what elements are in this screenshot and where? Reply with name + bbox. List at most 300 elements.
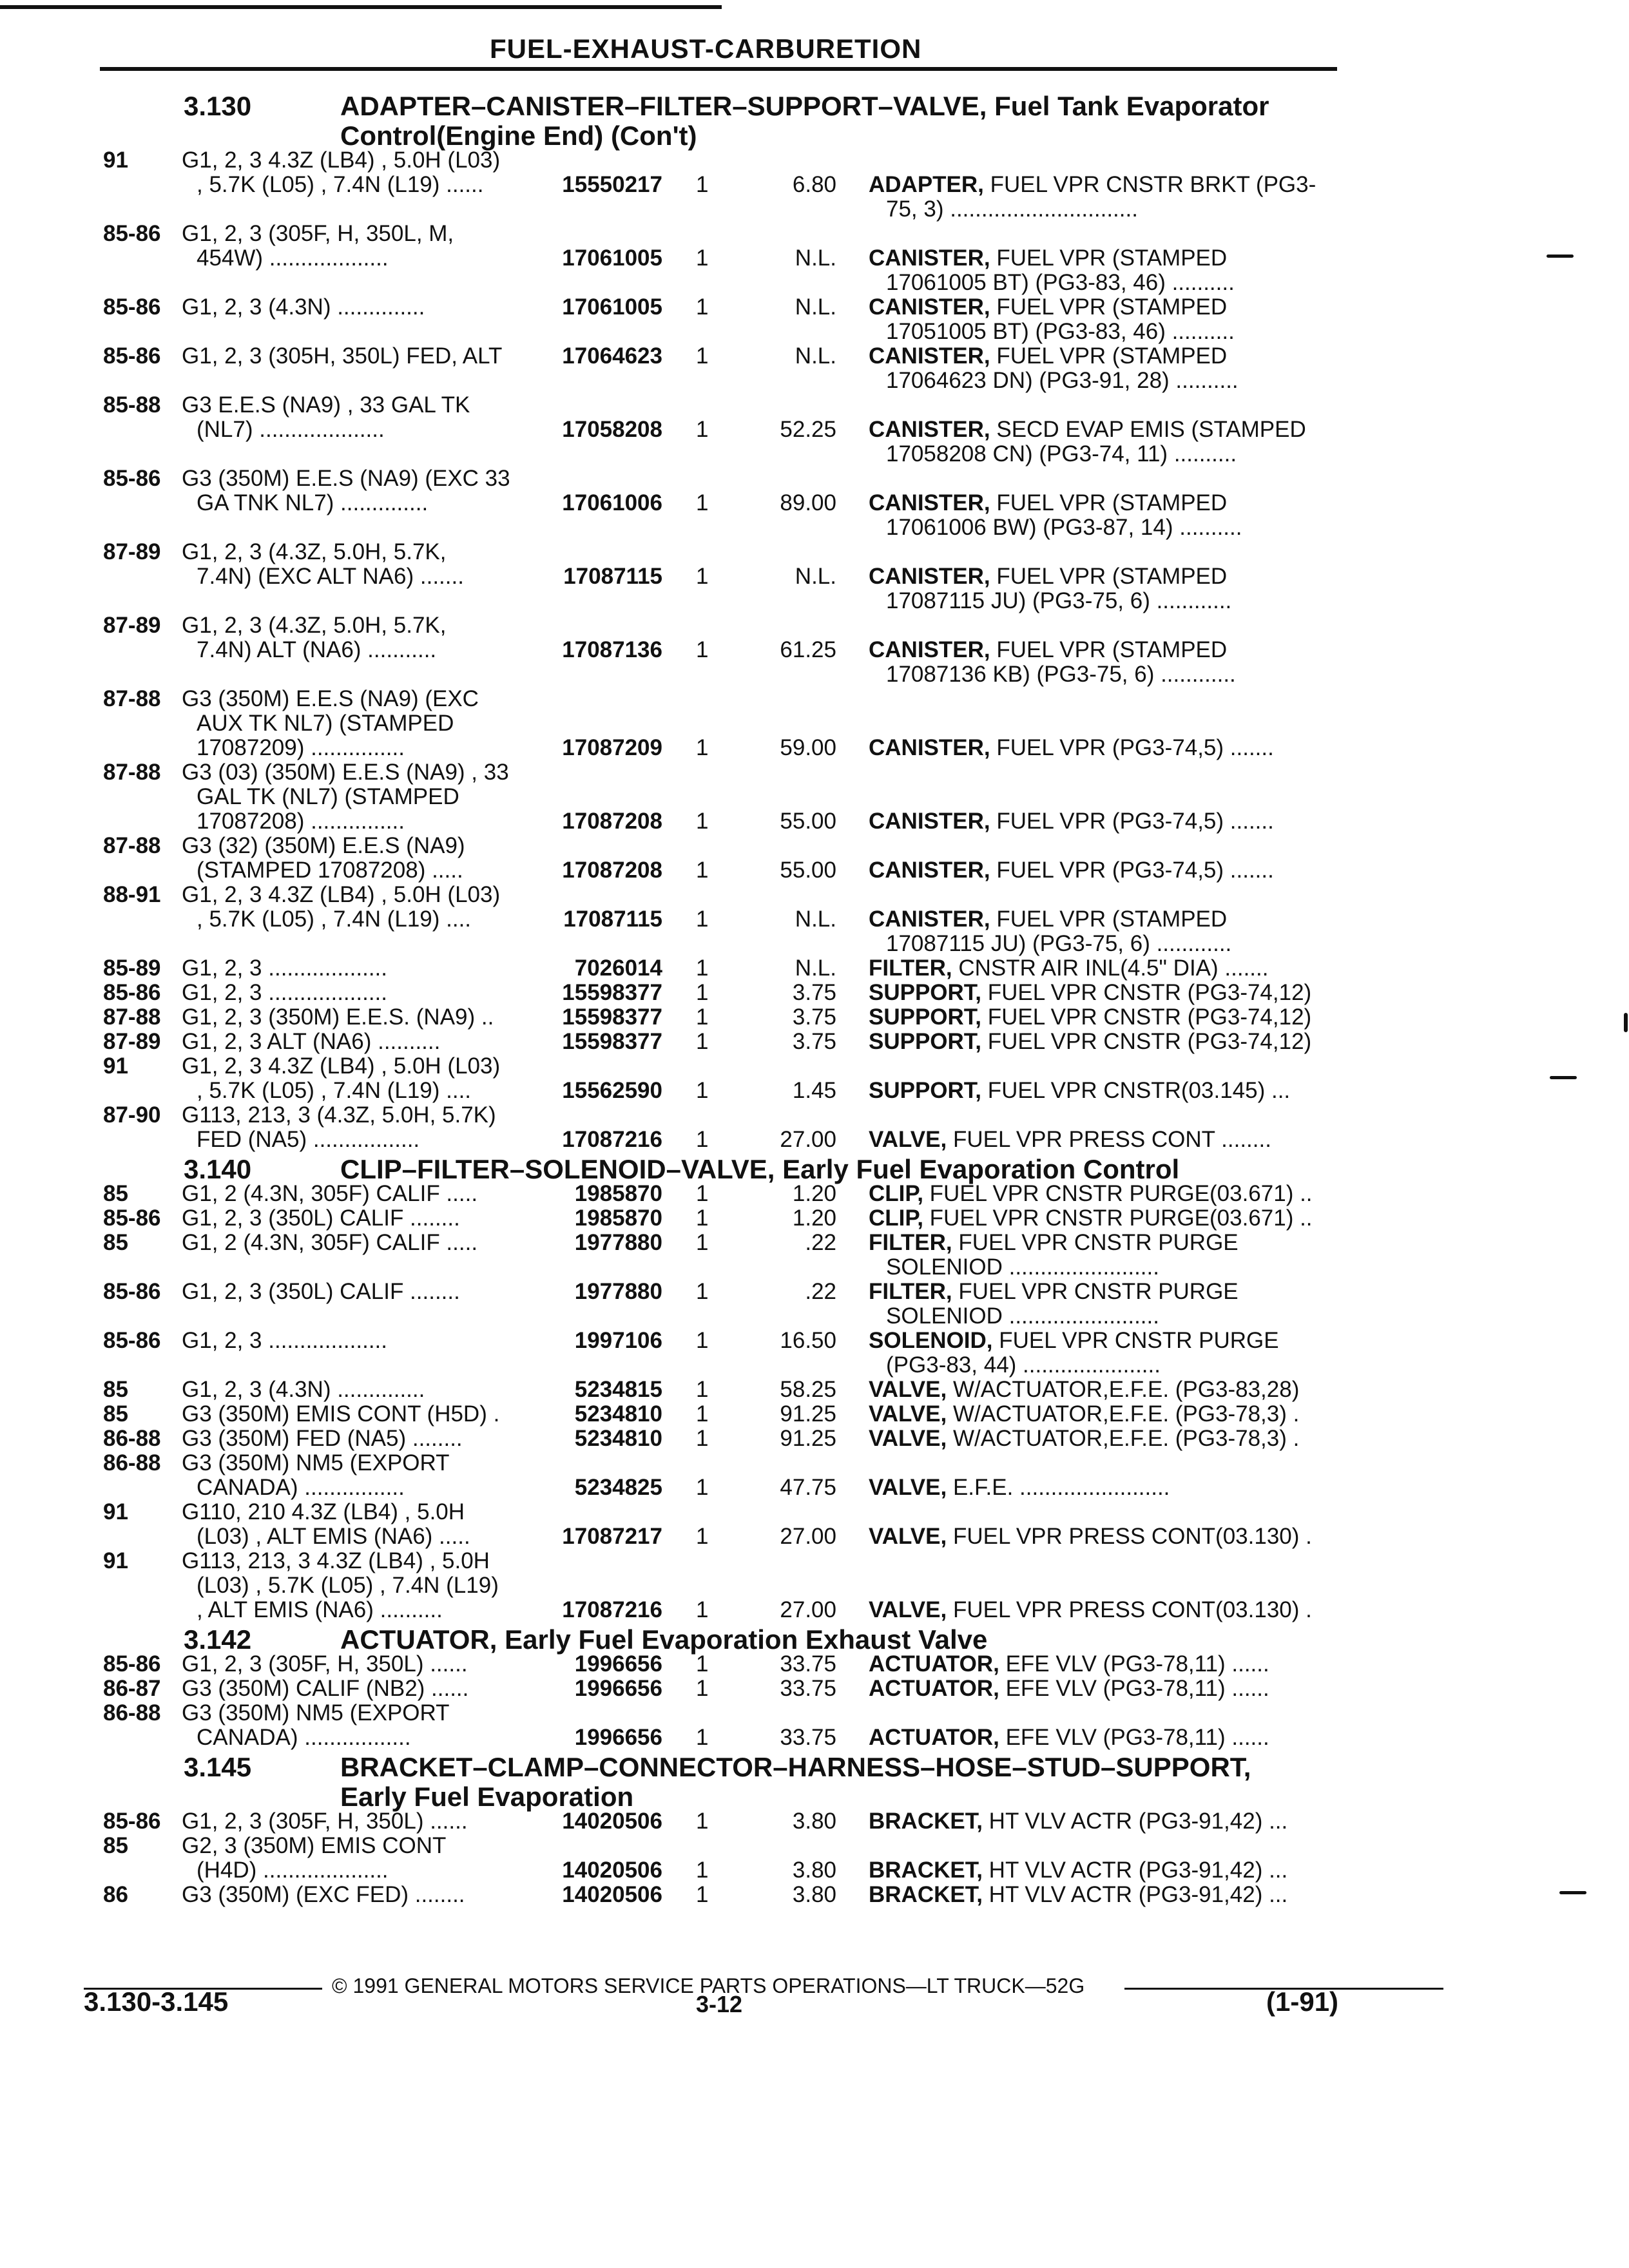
part-description: CLIP, FUEL VPR CNSTR PURGE(03.671) .. (869, 1206, 1313, 1231)
section-range: 3.130-3.145 (84, 1986, 229, 2017)
quantity: 1 (696, 1475, 709, 1500)
part-number: 1996656 (574, 1651, 662, 1677)
price: 6.80 (792, 172, 836, 197)
part-number: 14020506 (562, 1809, 662, 1834)
part-number: 14020506 (562, 1858, 662, 1883)
quantity: 1 (696, 343, 709, 369)
part-description: VALVE, W/ACTUATOR,E.F.E. (PG3-78,3) . (869, 1401, 1300, 1427)
part-description: 17051005 BT) (PG3-83, 46) .......... (886, 319, 1235, 344)
margin-mark (1550, 1076, 1577, 1079)
section-title: ACTUATOR, Early Fuel Evaporation Exhaust Valve (340, 1624, 988, 1655)
part-description: CANISTER, FUEL VPR (STAMPED (869, 907, 1228, 932)
part-row (0, 589, 1629, 613)
part-row (0, 1402, 1629, 1427)
quantity: 1 (696, 1882, 709, 1907)
section-number: 3.142 (184, 1624, 252, 1655)
application: , 5.7K (L05) , 7.4N (L19) .... (197, 907, 472, 932)
model-years: 87-89 (103, 613, 161, 638)
margin-mark (1624, 1013, 1628, 1032)
application: G1, 2, 3 (305H, 350L) FED, ALT (182, 343, 503, 369)
part-row (0, 809, 1629, 834)
section-number: 3.130 (184, 91, 252, 121)
part-description: CANISTER, FUEL VPR (STAMPED (869, 343, 1228, 369)
quantity: 1 (696, 417, 709, 442)
part-description: VALVE, FUEL VPR PRESS CONT(03.130) . (869, 1524, 1312, 1549)
model-years: 85-86 (103, 1328, 161, 1353)
part-row (0, 1834, 1629, 1858)
model-years: 86-88 (103, 1700, 161, 1725)
application: G1, 2, 3 ................... (182, 956, 387, 981)
part-number: 15598377 (562, 1029, 662, 1054)
part-row (0, 246, 1629, 271)
application: G1, 2 (4.3N, 305F) CALIF ..... (182, 1230, 478, 1255)
part-description: 17087136 KB) (PG3-75, 6) ............ (886, 662, 1236, 687)
application: G3 (350M) (EXC FED) ........ (182, 1882, 465, 1907)
application: G3 E.E.S (NA9) , 33 GAL TK (182, 392, 470, 418)
part-number: 17061006 (562, 490, 662, 515)
part-description: CANISTER, FUEL VPR (STAMPED (869, 294, 1228, 320)
application: G1, 2, 3 (350M) E.E.S. (NA9) .. (182, 1004, 494, 1030)
application: G1, 2, 3 (305F, H, 350L, M, (182, 221, 454, 246)
quantity: 1 (696, 1029, 709, 1054)
copyright: © 1991 GENERAL MOTORS SERVICE PARTS OPERATIONS—LT TRUCK—52G (332, 1974, 1085, 1997)
part-row (0, 1701, 1629, 1725)
price: 58.25 (780, 1377, 836, 1402)
part-row (0, 1549, 1629, 1573)
application: G1, 2, 3 4.3Z (LB4) , 5.0H (L03) (182, 882, 501, 907)
part-number: 15562590 (562, 1078, 662, 1103)
application: G3 (350M) E.E.S (NA9) (EXC 33 (182, 466, 510, 491)
part-number: 15598377 (562, 1004, 662, 1030)
model-years: 85-88 (103, 392, 161, 418)
price: 3.80 (792, 1882, 836, 1907)
price: 55.00 (780, 858, 836, 883)
part-description: SUPPORT, FUEL VPR CNSTR (PG3-74,12) (869, 980, 1312, 1005)
part-row (0, 393, 1629, 418)
part-row (0, 613, 1629, 638)
part-row (0, 687, 1629, 711)
part-number: 17087115 (563, 564, 662, 589)
quantity: 1 (696, 1004, 709, 1030)
part-row (0, 271, 1629, 295)
quantity: 1 (696, 172, 709, 197)
application: 7.4N) ALT (NA6) ........... (197, 637, 437, 662)
application: CANADA) ................ (197, 1475, 405, 1500)
part-description: CANISTER, FUEL VPR (STAMPED (869, 637, 1228, 662)
section-subtitle: Control(Engine End) (Con't) (340, 120, 697, 151)
part-description: SOLENIOD ........................ (886, 1254, 1159, 1280)
part-number: 17087216 (562, 1597, 662, 1622)
application: G110, 210 4.3Z (LB4) , 5.0H (182, 1499, 465, 1524)
price: 52.25 (780, 417, 836, 442)
part-row (0, 1809, 1629, 1834)
part-description: 17087115 JU) (PG3-75, 6) ............ (886, 931, 1232, 956)
application: G113, 213, 3 (4.3Z, 5.0H, 5.7K) (182, 1102, 496, 1128)
part-row (0, 638, 1629, 662)
price: 3.80 (792, 1858, 836, 1883)
part-row (0, 1054, 1629, 1079)
quantity: 1 (696, 1725, 709, 1750)
part-row (0, 1475, 1629, 1500)
part-description: CANISTER, FUEL VPR (STAMPED (869, 490, 1228, 515)
part-description: 17087115 JU) (PG3-75, 6) ............ (886, 588, 1232, 613)
quantity: 1 (696, 907, 709, 932)
application: G1, 2, 3 4.3Z (LB4) , 5.0H (L03) (182, 1053, 501, 1079)
part-number: 14020506 (562, 1882, 662, 1907)
part-description: CLIP, FUEL VPR CNSTR PURGE(03.671) .. (869, 1181, 1313, 1206)
part-number: 15598377 (562, 980, 662, 1005)
model-years: 85-86 (103, 466, 161, 491)
part-description: ACTUATOR, EFE VLV (PG3-78,11) ...... (869, 1676, 1269, 1701)
part-number: 5234810 (574, 1426, 662, 1451)
part-description: SUPPORT, FUEL VPR CNSTR (PG3-74,12) (869, 1029, 1312, 1054)
part-row (0, 1280, 1629, 1304)
part-description: ACTUATOR, EFE VLV (PG3-78,11) ...... (869, 1651, 1269, 1677)
part-row (0, 148, 1629, 173)
price: N.L. (795, 956, 836, 981)
part-description: CANISTER, SECD EVAP EMIS (STAMPED (869, 417, 1306, 442)
model-years: 87-90 (103, 1102, 161, 1128)
model-years: 85-86 (103, 294, 161, 320)
header-rule (100, 67, 1337, 71)
section-title: BRACKET–CLAMP–CONNECTOR–HARNESS–HOSE–STUD–SUPPORT, (340, 1752, 1251, 1782)
price: .22 (805, 1279, 836, 1304)
section-heading (0, 1624, 1629, 1655)
application: 7.4N) (EXC ALT NA6) ....... (197, 564, 464, 589)
quantity: 1 (696, 294, 709, 320)
section-subheading (0, 120, 1629, 151)
quantity: 1 (696, 1127, 709, 1152)
part-number: 15550217 (562, 172, 662, 197)
model-years: 86-87 (103, 1676, 161, 1701)
application: G1, 2, 3 (305F, H, 350L) ...... (182, 1809, 468, 1834)
price: 1.20 (792, 1181, 836, 1206)
part-row (0, 907, 1629, 932)
part-row (0, 442, 1629, 466)
quantity: 1 (696, 564, 709, 589)
application: G3 (350M) NM5 (EXPORT (182, 1450, 450, 1475)
part-number: 5234815 (574, 1377, 662, 1402)
application: (H4D) .................... (197, 1858, 389, 1883)
application: G1, 2, 3 (4.3Z, 5.0H, 5.7K, (182, 539, 447, 564)
part-row (0, 1573, 1629, 1598)
part-description: 17061005 BT) (PG3-83, 46) .......... (886, 270, 1235, 295)
model-years: 91 (103, 1548, 128, 1573)
application: G3 (350M) EMIS CONT (H5D) . (182, 1401, 500, 1427)
part-number: 1996656 (574, 1725, 662, 1750)
margin-mark (1559, 1891, 1586, 1894)
part-row (0, 1725, 1629, 1750)
part-row (0, 344, 1629, 369)
price: 27.00 (780, 1127, 836, 1152)
price: 3.75 (792, 980, 836, 1005)
page-number: 3-12 (696, 1991, 743, 2017)
model-years: 85-86 (103, 1809, 161, 1834)
application: CANADA) ................. (197, 1725, 411, 1750)
model-years: 87-88 (103, 686, 161, 711)
quantity: 1 (696, 1279, 709, 1304)
application: G1, 2, 3 (4.3N) .............. (182, 1377, 425, 1402)
part-row (0, 932, 1629, 956)
quantity: 1 (696, 1377, 709, 1402)
part-number: 17061005 (562, 245, 662, 271)
parts-catalog (0, 89, 1629, 1907)
quantity: 1 (696, 1206, 709, 1231)
part-row (0, 1652, 1629, 1677)
part-description: CANISTER, FUEL VPR (PG3-74,5) ....... (869, 735, 1274, 760)
part-number: 1985870 (574, 1181, 662, 1206)
price: 16.50 (780, 1328, 836, 1353)
price: 27.00 (780, 1524, 836, 1549)
margin-mark (1547, 255, 1574, 258)
part-number: 17087217 (562, 1524, 662, 1549)
model-years: 86-88 (103, 1450, 161, 1475)
application: G1, 2, 3 (350L) CALIF ........ (182, 1206, 460, 1231)
application: G1, 2, 3 (4.3Z, 5.0H, 5.7K, (182, 613, 447, 638)
part-number: 17087136 (562, 637, 662, 662)
part-row (0, 418, 1629, 442)
part-number: 1985870 (574, 1206, 662, 1231)
part-description: SOLENIOD ........................ (886, 1303, 1159, 1329)
quantity: 1 (696, 809, 709, 834)
part-number: 17058208 (562, 417, 662, 442)
part-row (0, 1206, 1629, 1231)
price: N.L. (795, 907, 836, 932)
model-years: 91 (103, 148, 128, 173)
part-row (0, 956, 1629, 981)
part-description: 17064623 DN) (PG3-91, 28) .......... (886, 368, 1239, 393)
model-years: 91 (103, 1053, 128, 1079)
part-row (0, 1353, 1629, 1378)
price: 91.25 (780, 1401, 836, 1427)
application: G3 (03) (350M) E.E.S (NA9) , 33 (182, 760, 509, 785)
application: G3 (350M) E.E.S (NA9) (EXC (182, 686, 479, 711)
application: (NL7) .................... (197, 417, 385, 442)
top-rule (0, 5, 722, 9)
part-number: 1977880 (574, 1230, 662, 1255)
part-row (0, 173, 1629, 197)
part-row (0, 1231, 1629, 1255)
part-row (0, 834, 1629, 858)
model-years: 85 (103, 1377, 128, 1402)
model-years: 86 (103, 1882, 128, 1907)
part-row (0, 295, 1629, 320)
part-row (0, 369, 1629, 393)
quantity: 1 (696, 1426, 709, 1451)
price: 1.45 (792, 1078, 836, 1103)
part-description: VALVE, E.F.E. ........................ (869, 1475, 1170, 1500)
application: (L03) , ALT EMIS (NA6) ..... (197, 1524, 470, 1549)
part-row (0, 1255, 1629, 1280)
part-number: 17087115 (563, 907, 662, 932)
part-row (0, 1598, 1629, 1622)
application: G1, 2, 3 ALT (NA6) .......... (182, 1029, 441, 1054)
part-row (0, 1005, 1629, 1030)
price: 33.75 (780, 1676, 836, 1701)
application: GA TNK NL7) .............. (197, 490, 429, 515)
quantity: 1 (696, 735, 709, 760)
part-row (0, 760, 1629, 785)
price: 61.25 (780, 637, 836, 662)
section-heading (0, 1154, 1629, 1184)
quantity: 1 (696, 1597, 709, 1622)
application: G3 (32) (350M) E.E.S (NA9) (182, 833, 465, 858)
model-years: 85-86 (103, 1206, 161, 1231)
model-years: 85 (103, 1833, 128, 1858)
part-row (0, 1427, 1629, 1451)
part-row (0, 883, 1629, 907)
part-number: 1997106 (574, 1328, 662, 1353)
part-description: 75, 3) .............................. (886, 197, 1138, 222)
part-description: 17058208 CN) (PG3-74, 11) .......... (886, 441, 1237, 466)
quantity: 1 (696, 1809, 709, 1834)
price: 89.00 (780, 490, 836, 515)
part-description: CANISTER, FUEL VPR (STAMPED (869, 564, 1228, 589)
application: (L03) , 5.7K (L05) , 7.4N (L19) (197, 1573, 499, 1598)
application: 17087208) ............... (197, 809, 405, 834)
part-description: BRACKET, HT VLV ACTR (PG3-91,42) ... (869, 1809, 1288, 1834)
quantity: 1 (696, 1230, 709, 1255)
application: 17087209) ............... (197, 735, 405, 760)
application: G1, 2, 3 (305F, H, 350L) ...... (182, 1651, 468, 1677)
section-heading (0, 1752, 1629, 1782)
section-subtitle: Early Fuel Evaporation (340, 1782, 634, 1812)
price: N.L. (795, 564, 836, 589)
part-row (0, 515, 1629, 540)
part-description: FILTER, FUEL VPR CNSTR PURGE (869, 1279, 1239, 1304)
part-description: FILTER, FUEL VPR CNSTR PURGE (869, 1230, 1239, 1255)
application: G1, 2, 3 (350L) CALIF ........ (182, 1279, 460, 1304)
application: GAL TK (NL7) (STAMPED (197, 784, 459, 809)
model-years: 85 (103, 1401, 128, 1427)
quantity: 1 (696, 858, 709, 883)
price: 1.20 (792, 1206, 836, 1231)
application: G1, 2, 3 ................... (182, 980, 387, 1005)
application: , ALT EMIS (NA6) .......... (197, 1597, 443, 1622)
part-row (0, 736, 1629, 760)
quantity: 1 (696, 1181, 709, 1206)
part-description: CANISTER, FUEL VPR (PG3-74,5) ....... (869, 809, 1274, 834)
part-row (0, 981, 1629, 1005)
quantity: 1 (696, 956, 709, 981)
price: .22 (805, 1230, 836, 1255)
part-row (0, 1182, 1629, 1206)
application: G1, 2, 3 ................... (182, 1328, 387, 1353)
model-years: 91 (103, 1499, 128, 1524)
model-years: 86-88 (103, 1426, 161, 1451)
model-years: 85 (103, 1230, 128, 1255)
part-description: ACTUATOR, EFE VLV (PG3-78,11) ...... (869, 1725, 1269, 1750)
application: G1, 2 (4.3N, 305F) CALIF ..... (182, 1181, 478, 1206)
application: G2, 3 (350M) EMIS CONT (182, 1833, 447, 1858)
part-row (0, 540, 1629, 564)
part-number: 5234810 (574, 1401, 662, 1427)
section-title: ADAPTER–CANISTER–FILTER–SUPPORT–VALVE, Fuel Tank Evaporator (340, 91, 1269, 121)
model-years: 87-88 (103, 760, 161, 785)
part-row (0, 1329, 1629, 1353)
part-row (0, 197, 1629, 222)
quantity: 1 (696, 245, 709, 271)
part-row (0, 1524, 1629, 1549)
part-number: 17064623 (562, 343, 662, 369)
part-description: SUPPORT, FUEL VPR CNSTR(03.145) ... (869, 1078, 1291, 1103)
part-row (0, 1500, 1629, 1524)
model-years: 85-86 (103, 221, 161, 246)
price: N.L. (795, 343, 836, 369)
quantity: 1 (696, 1676, 709, 1701)
price: 27.00 (780, 1597, 836, 1622)
price: 33.75 (780, 1651, 836, 1677)
quantity: 1 (696, 1858, 709, 1883)
price: N.L. (795, 294, 836, 320)
model-years: 87-88 (103, 833, 161, 858)
part-row (0, 564, 1629, 589)
part-description: VALVE, FUEL VPR PRESS CONT ........ (869, 1127, 1271, 1152)
quantity: 1 (696, 637, 709, 662)
price: 3.80 (792, 1809, 836, 1834)
price: 59.00 (780, 735, 836, 760)
section-number: 3.140 (184, 1154, 252, 1184)
price: 3.75 (792, 1004, 836, 1030)
part-number: 17087208 (562, 809, 662, 834)
part-row (0, 1858, 1629, 1883)
part-number: 1996656 (574, 1676, 662, 1701)
quantity: 1 (696, 1401, 709, 1427)
price: 55.00 (780, 809, 836, 834)
section-title: CLIP–FILTER–SOLENOID–VALVE, Early Fuel Evaporation Control (340, 1154, 1180, 1184)
price: 3.75 (792, 1029, 836, 1054)
part-row (0, 858, 1629, 883)
quantity: 1 (696, 1651, 709, 1677)
part-row (0, 662, 1629, 687)
price: 91.25 (780, 1426, 836, 1451)
part-row (0, 1378, 1629, 1402)
part-row (0, 1304, 1629, 1329)
quantity: 1 (696, 1524, 709, 1549)
part-description: FILTER, CNSTR AIR INL(4.5" DIA) ....... (869, 956, 1269, 981)
part-number: 17087216 (562, 1127, 662, 1152)
part-row (0, 466, 1629, 491)
part-description: 17061006 BW) (PG3-87, 14) .......... (886, 515, 1242, 540)
application: G3 (350M) CALIF (NB2) ...... (182, 1676, 469, 1701)
application: , 5.7K (L05) , 7.4N (L19) ...... (197, 172, 484, 197)
application: , 5.7K (L05) , 7.4N (L19) .... (197, 1078, 472, 1103)
quantity: 1 (696, 1328, 709, 1353)
part-row (0, 711, 1629, 736)
model-years: 85-86 (103, 1279, 161, 1304)
application: G3 (350M) NM5 (EXPORT (182, 1700, 450, 1725)
part-row (0, 785, 1629, 809)
part-number: 1977880 (574, 1279, 662, 1304)
model-years: 85-86 (103, 1651, 161, 1677)
section-subheading (0, 1782, 1629, 1812)
application: G1, 2, 3 (4.3N) .............. (182, 294, 425, 320)
model-years: 85-89 (103, 956, 161, 981)
model-years: 85-86 (103, 980, 161, 1005)
application: G113, 213, 3 4.3Z (LB4) , 5.0H (182, 1548, 490, 1573)
model-years: 87-89 (103, 539, 161, 564)
model-years: 87-88 (103, 1004, 161, 1030)
price: 33.75 (780, 1725, 836, 1750)
page-header: FUEL-EXHAUST-CARBURETION (490, 34, 922, 64)
application: 454W) ................... (197, 245, 389, 271)
part-description: SOLENOID, FUEL VPR CNSTR PURGE (869, 1328, 1279, 1353)
section-number: 3.145 (184, 1752, 252, 1782)
part-row (0, 1103, 1629, 1128)
part-number: 17061005 (562, 294, 662, 320)
part-row (0, 320, 1629, 344)
part-description: SUPPORT, FUEL VPR CNSTR (PG3-74,12) (869, 1004, 1312, 1030)
